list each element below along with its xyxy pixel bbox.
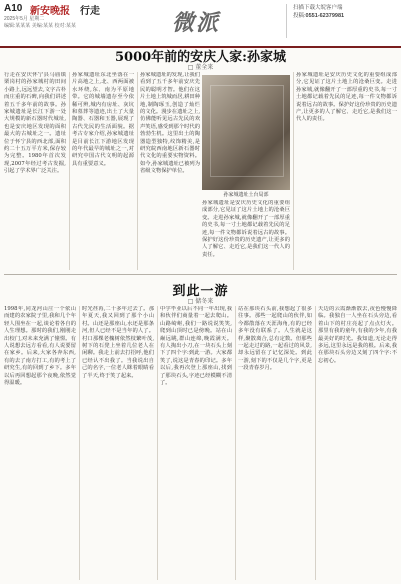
article1-author: □ 董全来 [187, 64, 214, 71]
article1-col4: 孙家城遗址是安庆历史文化的重要组成部分,它见证了这片土地上的沧桑巨变。走进孙家城,就像翻开了一部厚重的史书,每一寸土地都记载着先民的足迹,每一件文物都诉说着远古的故事。保护好这份珍贵的历史遗产,让更多的人了解它、走近它,是我们这一代人的责任。 [296, 72, 397, 123]
photo-frame [210, 85, 284, 177]
masthead [0, 0, 401, 48]
article1-col2: 孙家城遗址东北坐落在一片高地之上,北、西两面被水环绕,东、南为平原地带。它的城墙遗存至今依稀可辨,城内有房址、灰坑和墓葬等遗迹,出土了大量陶器、石器和玉器,展现了古代先民的生活面貌。据考古专家介绍,孙家城遗址是目前长江下游地区发现的年代最早的城址之一,对研究中国古代文明的起源具有重要意义。 [72, 72, 134, 167]
hotline-label: 投稿: [293, 13, 306, 19]
meta-date: 2025年5月 星期二 [4, 16, 45, 22]
meta-editors: 编辑:某某某 美编:某某 校对:某某 [4, 23, 76, 29]
article2-col3: 中学毕业以后不同一年出现,我和伙伴们商量着一起去爬山。山路崎岖,我们一路说说笑笑,爬到山顶时已是傍晚。站在山巅远眺,群山连绵,晚霞满天。有人掏出小刀,在一块石头上刻下了四个字:到此一游。大家都笑了,说这是青春的印记。多年以后,我再次登上那座山,找到了那块石头,字迹已经模糊不清了。 [160, 306, 232, 387]
photo-caption: 孙家城遗址土台局部 [223, 192, 269, 198]
article1-col3b: 孙家城遗址是安庆历史文化的重要组成部分,它见证了这片土地上的沧桑巨变。走进孙家城,就像翻开了一部厚重的史书,每一寸土地都记载着先民的足迹,每一件文物都诉说着远古的故事。保护好这份珍贵的历史遗产,让更多的人了解它、走近它,是我们这一代人的责任。 [202, 200, 290, 258]
article1-title: 5000年前的安庆人家:孙家城 [115, 50, 286, 65]
column-rule [235, 306, 236, 580]
column-rule [137, 72, 138, 270]
article1-col3: 孙家城遗址的发现,让我们看到了五千多年前安庆先民的聪明才智。他们在这片土地上筑城而居,耕田种地,制陶琢玉,创造了灿烂的文化。漫步在遗址之上,仿佛能听见远古先民的欢声笑语,感受到那个时代的勃勃生机。这里出土的陶器造型独特,纹饰精美,是研究皖西南地区新石器时代文化的重要实物资料。如今,孙家城遗址已被列为省级文物保护单位。 [140, 72, 200, 175]
masthead-meta [4, 16, 76, 30]
column-rule [157, 306, 158, 580]
column-rule [315, 306, 316, 580]
column-rule [69, 72, 70, 270]
article1-photo [202, 75, 290, 190]
hotline-box [286, 4, 401, 38]
section-divider [4, 274, 397, 275]
column-title: 微派 [172, 10, 221, 36]
article1-col1: 行走在安庆怀宁县马庙镇栗岗村的孙家城村的田间小路上,远远望去,文字古朴而庄重的石碑,向我们讲述着五千多年前的故事。孙家城遗址是长江下游一处大规模的新石器时代城址,也是安庆地区发现的面积最大的古城址之一。遗址位于怀宁县的西北部,面积约二十五万平方米,保存较为完整。1980年首次发现,2007年经过考古发掘,引起了学术界广泛关注。 [4, 72, 66, 175]
column-rule [79, 306, 80, 580]
hotline-title: 扫描下载大皖客户端 [293, 5, 343, 11]
article2-col1: 1998年,同龙河山庄一个依山而建的农家院子里,我和几个年轻人围坐在一起,谈论着各自的人生理想。那时的我们,刚刚走出校门,对未来充满了憧憬。有人说想去远方看看,有人说要留在家乡。后来,大家各奔东西,有的去了南方打工,有的考上了研究生,有的回到了乡下。多年以后再回想起那个夜晚,依然觉得温暖。 [4, 306, 76, 387]
page-number: A10 [4, 3, 23, 14]
hotline-number: 0551-62379981 [305, 13, 345, 19]
newspaper-name: 新安晚报 [30, 6, 70, 17]
column-rule [293, 72, 294, 270]
article2-author: □ 储冬来 [187, 298, 214, 305]
article2-col5: 天边的云霞渐渐散去,夜色慢慢降临。我独自一人坐在石头旁边,看着山下的村庄亮起了点点灯火。那里有我的童年,有我的少年,有我最美好的时光。我知道,无论走得多远,这里永远是我的根。后来,我在那块石头旁边又刻了四个字:不忘初心。 [318, 306, 397, 364]
article2-title: 到此一游 [172, 284, 229, 299]
section-name: 行走 [80, 6, 100, 17]
article2-col2: 时光荏苒,二十多年过去了。那年夏天,我又回到了那个小山村。山还是那座山,水还是那条河,但人已经不是当年的人了。村口那棵老槐树依然枝繁叶茂,树下的石凳上坐着几位老人在闲聊。我走上前去打招呼,他们已经认不出我了。当我说出自己的名字,一位老人眯着眼睛看了半天,终于笑了起来。 [82, 306, 154, 379]
article2-col4: 站在那块石头前,我想起了很多往事。那些一起爬山的伙伴,如今都散落在天涯海角,有的已经多年没有联系了。人生就是这样,聚散离合,总有定数。但那些一起走过的路,一起看过的风景,却永远留在了记忆深处。到此一游,刻下的不仅是几个字,更是一段青春岁月。 [238, 306, 312, 372]
